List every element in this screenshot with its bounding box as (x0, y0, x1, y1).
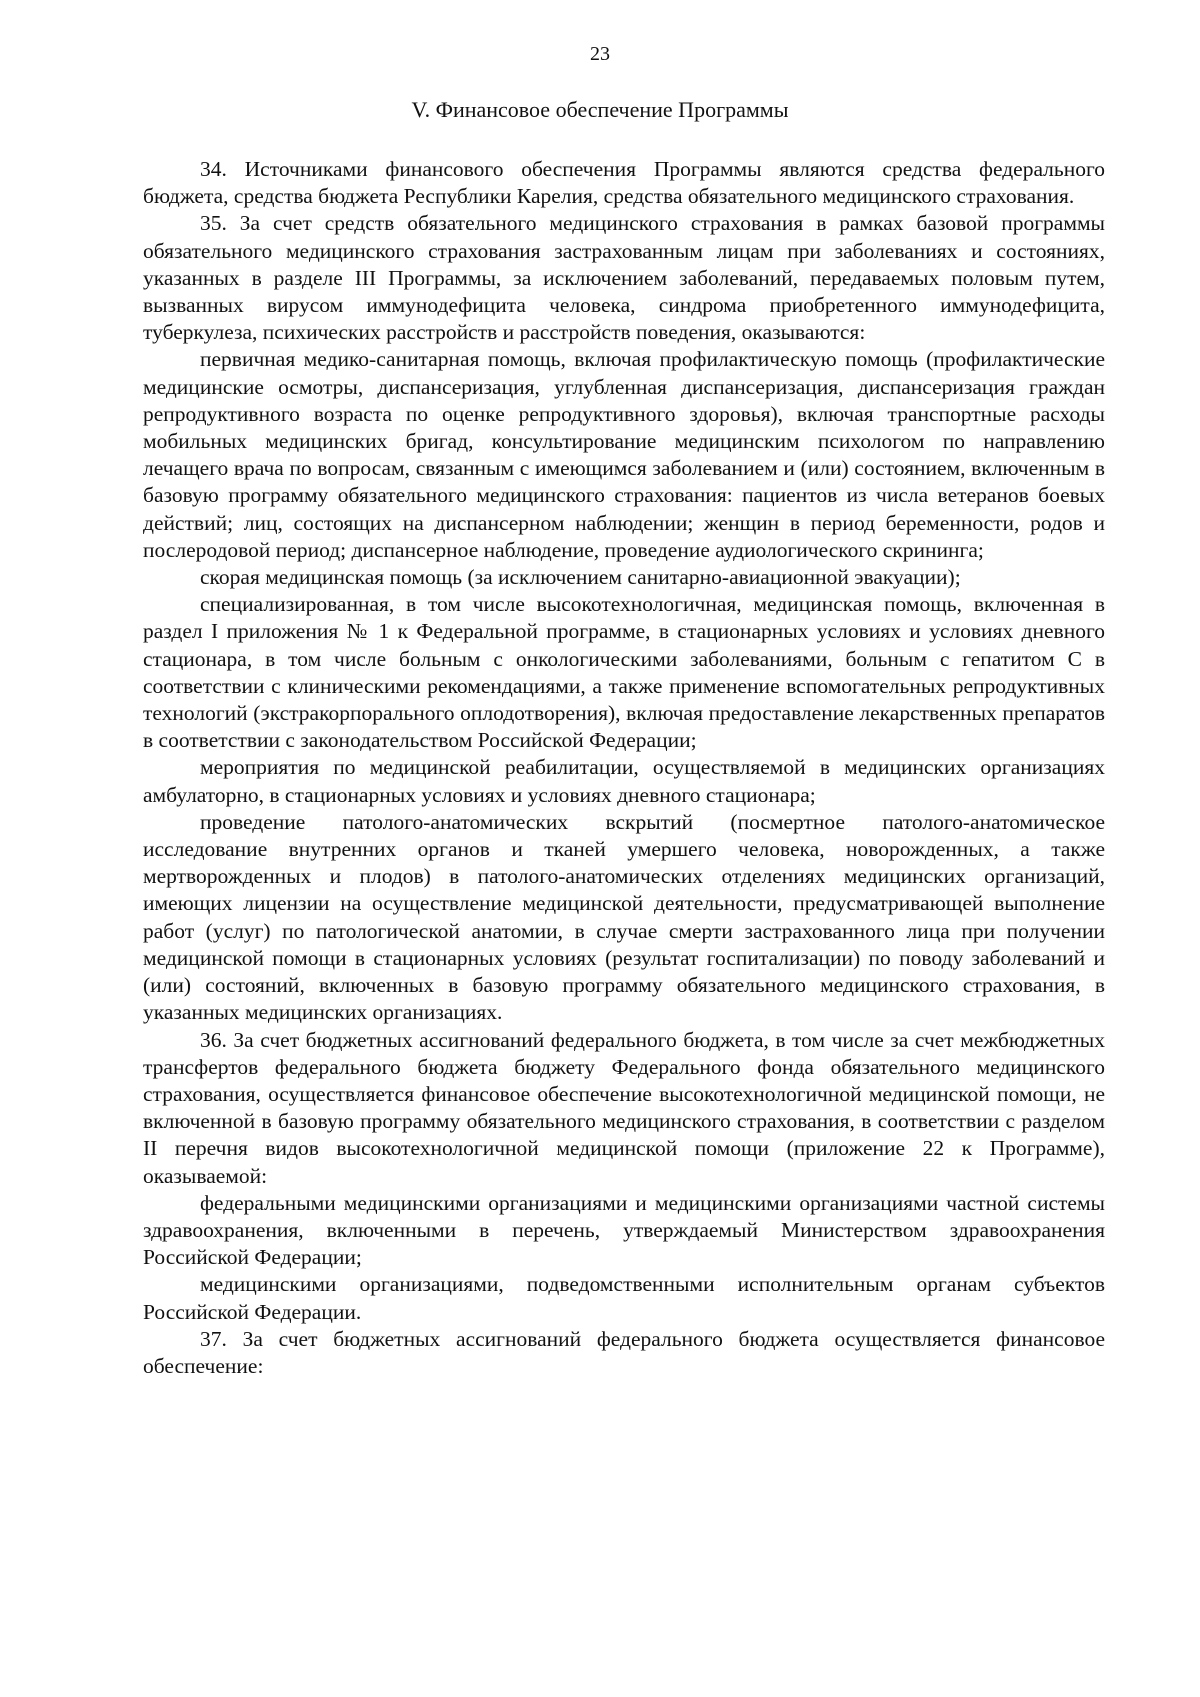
page-number: 23 (590, 43, 610, 65)
list-item-specialized-care: специализированная, в том числе высокотехнологичная, медицинская помощь, включенная в раздел I приложения № 1 к Федеральной программе, в стационарных условиях и условиях дневного стационара, в том числе больным с онкологическими заболеваниями, больным с гепатитом С в соответствии с клиническими рекомендациями, а также применение вспомогательных репродуктивных технологий (экстракорпорального оплодотворения), включая предоставление лекарственных препаратов в соответствии с законодательством Российской Федерации; (143, 592, 1105, 753)
paragraph-36: 36. За счет бюджетных ассигнований федерального бюджета, в том числе за счет межбюджетных трансфертов федерального бюджета бюджету Федерального фонда обязательного медицинского страхования, осуществляется финансовое обеспечение высокотехнологичной медицинской помощи, не включенной в базовую программу обязательного медицинского страхования, в соответствии с разделом II перечня видов высокотехнологичной медицинской помощи (приложение 22 к Программе), оказываемой: (143, 1027, 1105, 1188)
section-title: V. Финансовое обеспечение Программы (411, 97, 789, 122)
paragraph-35: 35. За счет средств обязательного медицинского страхования в рамках базовой программы обязательного медицинского страхования застрахованным лицам при заболеваниях и состояниях, указанных в разделе III Программы, за исключением заболеваний, передаваемых половым путем, вызванных вирусом иммунодефицита человека, синдрома приобретенного иммунодефицита, туберкулеза, психических расстройств и расстройств поведения, оказываются: (143, 211, 1105, 345)
document-body (143, 156, 1105, 1380)
paragraph-37: 37. За счет бюджетных ассигнований федерального бюджета осуществляется финансовое обеспечение: (143, 1326, 1105, 1378)
list-item-autopsies: проведение патолого-анатомических вскрытий (посмертное патолого-анатомическое исследование внутренних органов и тканей умершего человека, новорожденных, а также мертворожденных и плодов) в патолого-анатомических отделениях медицинских организаций, имеющих лицензии на осуществление медицинской деятельности, предусматривающей выполнение работ (услуг) по патологической анатомии, в случае смерти застрахованного лица при получении медицинской помощи в стационарных условиях (результат госпитализации) по поводу заболеваний и (или) состояний, включенных в базовую программу обязательного медицинского страхования, в указанных медицинских организациях. (143, 809, 1105, 1025)
paragraph-34: 34. Источниками финансового обеспечения Программы являются средства федерального бюджета, средства бюджета Республики Карелия, средства обязательного медицинского страхования. (143, 157, 1105, 209)
list-item-subject-organizations: медицинскими организациями, подведомственными исполнительным органам субъектов Российской Федерации. (143, 1272, 1105, 1324)
list-item-federal-organizations: федеральными медицинскими организациями и медицинскими организациями частной системы здравоохранения, включенными в перечень, утверждаемый Министерством здравоохранения Российской Федерации; (143, 1190, 1105, 1270)
list-item-primary-care: первичная медико-санитарная помощь, включая профилактическую помощь (профилактические медицинские осмотры, диспансеризация, углубленная диспансеризация, диспансеризация граждан репродуктивного возраста по оценке репродуктивного здоровья), включая транспортные расходы мобильных медицинских бригад, консультирование медицинским психологом по направлению лечащего врача по вопросам, связанным с имеющимся заболеванием и (или) состоянием, включенным в базовую программу обязательного медицинского страхования: пациентов из числа ветеранов боевых действий; лиц, состоящих на диспансерном наблюдении; женщин в период беременности, родов и послеродовой период; диспансерное наблюдение, проведение аудиологического скрининга; (143, 347, 1105, 562)
list-item-emergency-care: скорая медицинская помощь (за исключением санитарно-авиационной эвакуации); (200, 565, 961, 590)
list-item-rehabilitation: мероприятия по медицинской реабилитации, осуществляемой в медицинских организациях амбулаторно, в стационарных условиях и условиях дневного стационара; (143, 755, 1105, 807)
